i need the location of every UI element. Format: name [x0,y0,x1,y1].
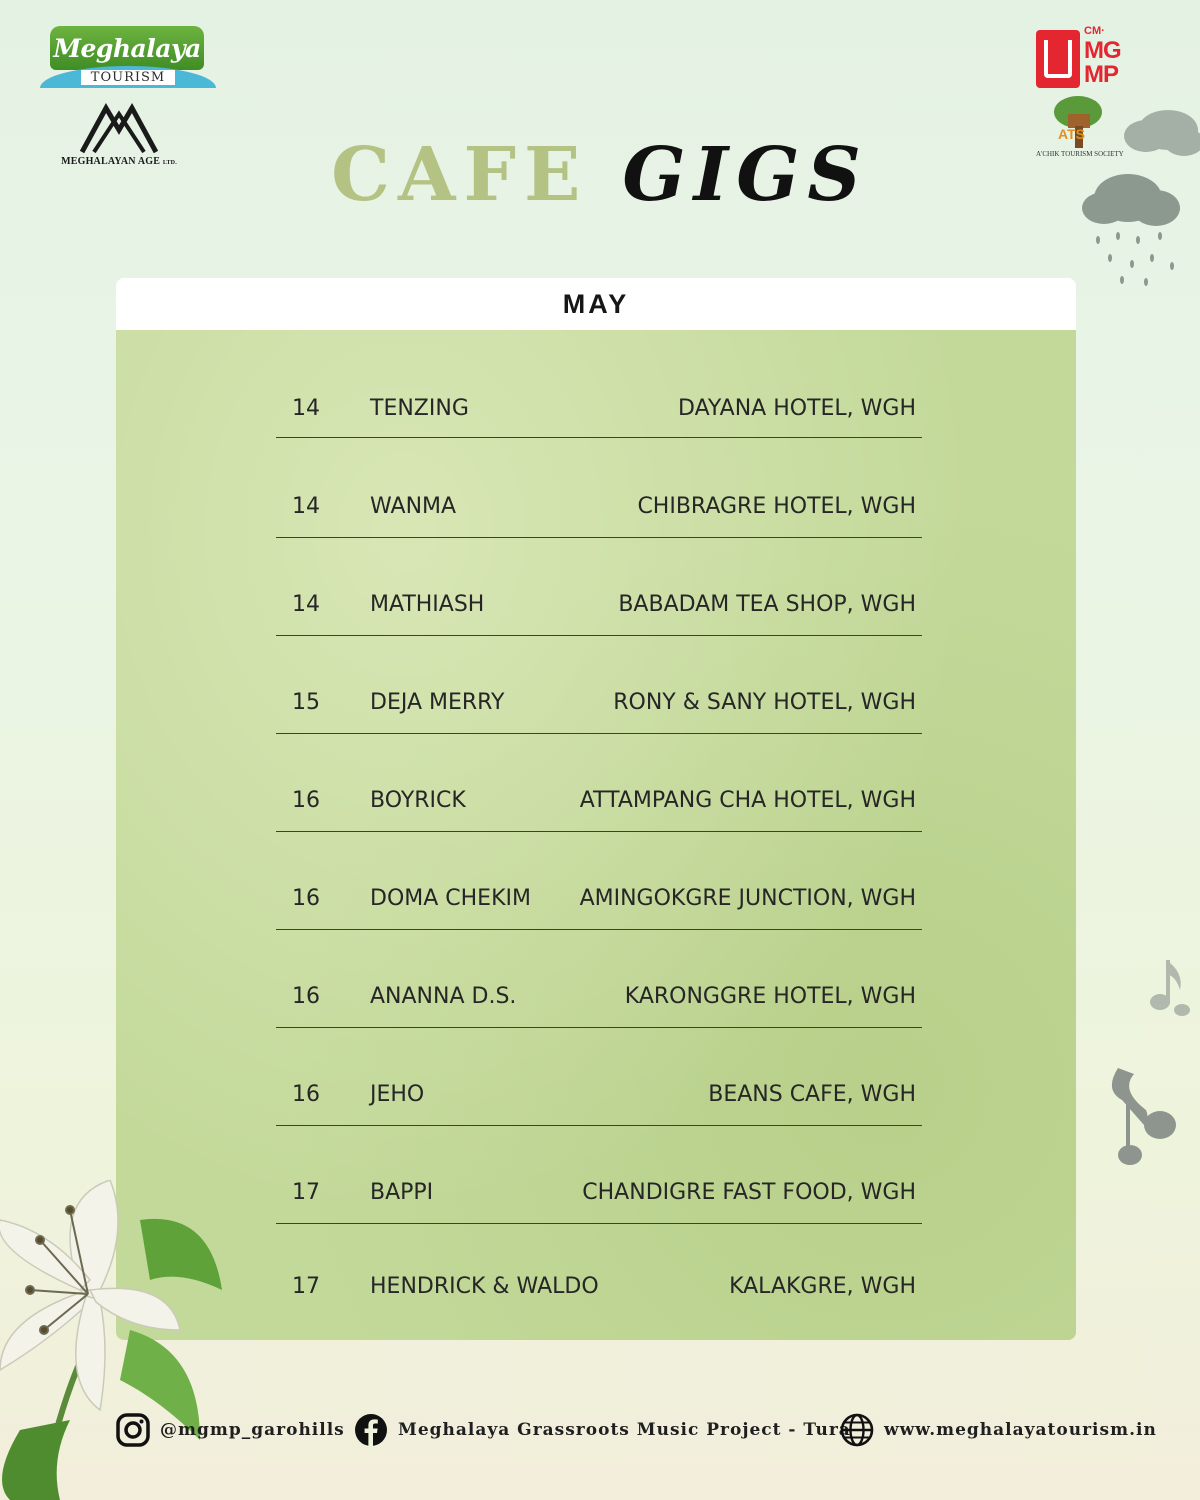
gig-row [276,1162,922,1224]
meghalayan-age-suffix: LTD. [162,160,177,166]
gig-artist: TENZING [370,396,469,421]
instagram-handle: @mgmp_garohills [160,1420,345,1440]
gig-date: 14 [292,494,320,519]
gig-date: 16 [292,788,320,813]
gig-artist: ANANNA D.S. [370,984,517,1009]
gig-artist: BAPPI [370,1180,434,1205]
gig-artist: DEJA MERRY [370,690,505,715]
gig-row [276,1064,922,1126]
footer-facebook[interactable] [354,1410,851,1450]
website-url: www.meghalayatourism.in [884,1420,1157,1440]
footer-website[interactable] [840,1410,1157,1450]
gig-venue: CHIBRAGRE HOTEL, WGH [637,494,916,519]
facebook-page-name: Meghalaya Grassroots Music Project - Tura [398,1420,851,1440]
meghalayan-age-name: MEGHALAYAN AGE [61,156,161,167]
footer [116,1410,1157,1450]
gig-date: 14 [292,592,320,617]
gig-venue: KALAKGRE, WGH [729,1274,916,1299]
facebook-icon [354,1413,388,1447]
gig-venue: DAYANA HOTEL, WGH [678,396,916,421]
gig-venue: BABADAM TEA SHOP, WGH [618,592,916,617]
gig-date: 15 [292,690,320,715]
gig-venue: BEANS CAFE, WGH [708,1082,916,1107]
gig-venue: KARONGGRE HOTEL, WGH [624,984,916,1009]
mgmp-words [1084,26,1121,87]
gig-row [276,1256,922,1316]
gig-date: 16 [292,1082,320,1107]
gig-row [276,378,922,438]
instagram-icon [116,1413,150,1447]
gig-row [276,574,922,636]
gig-date: 17 [292,1180,320,1205]
title-word-gigs: GIGS [622,132,869,218]
globe-icon [840,1413,874,1447]
gig-row [276,770,922,832]
gig-date: 14 [292,396,320,421]
gig-venue: CHANDIGRE FAST FOOD, WGH [582,1180,916,1205]
gig-row [276,868,922,930]
gig-row [276,966,922,1028]
achik-mark: ATS [1058,126,1085,142]
page-title [0,132,1200,218]
gig-date: 16 [292,984,320,1009]
mgmp-mark-icon [1036,30,1080,88]
gig-row [276,476,922,538]
gig-schedule-panel [116,330,1076,1340]
meghalaya-tourism-logo [40,26,216,90]
achik-name: A'CHIK TOURISM SOCIETY [1036,150,1124,158]
tourism-logo-sub: TOURISM [81,70,175,85]
lily-flower-icon [0,1180,230,1500]
gig-row [276,672,922,734]
mgmp-cm: CM· [1084,25,1105,37]
title-word-cafe: CAFE [331,132,589,218]
music-note-icon [1100,950,1196,1180]
gig-artist: JEHO [370,1082,425,1107]
tourism-logo-name: Meghalaya [50,26,204,70]
mgmp-line1: MG [1084,37,1121,64]
gig-artist: HENDRICK & WALDO [370,1274,599,1299]
footer-instagram[interactable] [116,1410,345,1450]
month-header: MAY [116,278,1076,330]
gig-artist: MATHIASH [370,592,485,617]
gig-venue: ATTAMPANG CHA HOTEL, WGH [579,788,916,813]
gig-venue: AMINGOKGRE JUNCTION, WGH [579,886,916,911]
gig-artist: WANMA [370,494,457,519]
gig-artist: BOYRICK [370,788,466,813]
gig-date: 16 [292,886,320,911]
gig-artist: DOMA CHEKIM [370,886,531,911]
gig-date: 17 [292,1274,320,1299]
mgmp-line2: MP [1084,61,1118,88]
cm-mgmp-logo [1036,26,1136,96]
gig-venue: RONY & SANY HOTEL, WGH [613,690,916,715]
